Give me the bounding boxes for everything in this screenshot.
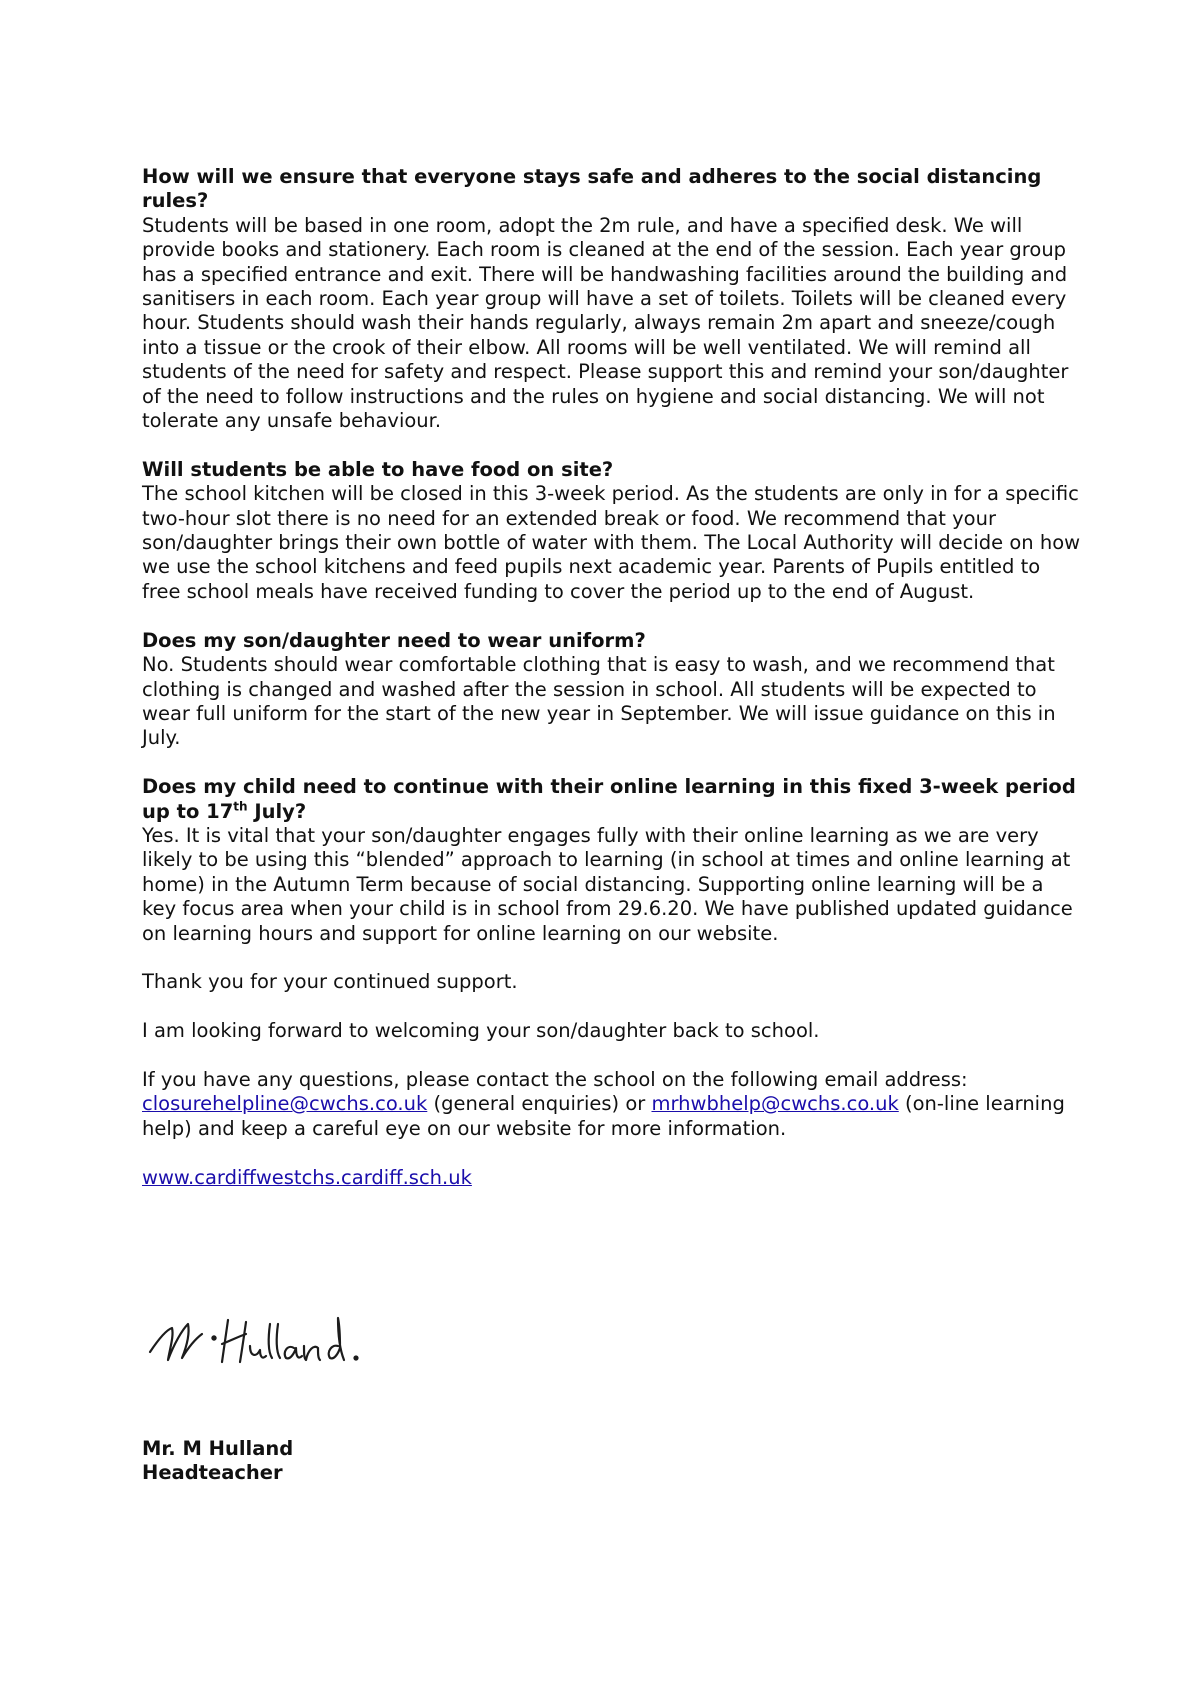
faq-answer: The school kitchen will be closed in this 3-week period. As the students are only in for a specific two-hour slot there is no need for an extended break or food. We recommend that your son/daughter brings their own bottle of water with them. The Local Authority will decide on how we use the school kitchens and feed pupils next academic year. Parents of Pupils entitled to free school meals have received funding to cover the period up to the end of August. bbox=[142, 482, 1081, 603]
general-enquiries-email-link[interactable]: closurehelpline@cwchs.co.uk bbox=[142, 1092, 428, 1116]
website-paragraph bbox=[142, 1166, 1082, 1190]
faq-question-superscript: th bbox=[233, 799, 248, 814]
signatory-name: Mr. M Hulland bbox=[142, 1437, 294, 1460]
signature-icon bbox=[142, 1300, 382, 1390]
faq-item-online-learning bbox=[142, 775, 1082, 946]
thanks-paragraph: Thank you for your continued support. bbox=[142, 970, 518, 994]
contact-intro: If you have any questions, please contact the school on the following email address: bbox=[142, 1067, 968, 1091]
signoff-block bbox=[142, 1437, 293, 1486]
contact-mid: (general enquiries) or bbox=[427, 1092, 652, 1116]
faq-question-text-end: July? bbox=[247, 799, 307, 823]
signatory-role: Headteacher bbox=[142, 1461, 283, 1485]
online-learning-help-email-link[interactable]: mrhwbhelp@cwchs.co.uk bbox=[651, 1092, 899, 1116]
faq-item-safety bbox=[142, 165, 1082, 433]
faq-answer: No. Students should wear comfortable clothing that is easy to wash, and we recommend that clothing is changed and washed after the session in school. All students will be expected to wear full uniform for the start of the new year in September. We will issue guidance on this in July. bbox=[142, 653, 1056, 750]
faq-item-food bbox=[142, 458, 1082, 604]
faq-question: How will we ensure that everyone stays safe and adheres to the social distancing rules? bbox=[142, 165, 1042, 213]
faq-question: Will students be able to have food on site? bbox=[142, 457, 614, 481]
faq-question-text: Does my child need to continue with their online learning in this fixed 3-week period up to 17 bbox=[142, 775, 1076, 823]
faq-question: Does my son/daughter need to wear uniform? bbox=[142, 628, 646, 652]
contact-paragraph bbox=[142, 1068, 1082, 1141]
school-website-link[interactable]: www.cardiffwestchs.cardiff.sch.uk bbox=[142, 1165, 472, 1189]
handwritten-signature bbox=[142, 1300, 382, 1390]
faq-answer: Students will be based in one room, adopt the 2m rule, and have a specified desk. We will provide books and stationery. Each room is cleaned at the end of the session. Each year group has a specified entrance and exit. There will be handwashing facilities around the building and sanitisers in each room. Each year group will have a set of toilets. Toilets will be cleaned every hour. Students should wash their hands regularly, always remain 2m apart and sneeze/cough into a tissue or the crook of their elbow. All rooms will be well ventilated. We will remind all students of the need for safety and respect. Please support this and remind your son/daughter of the need to follow instructions and the rules on hygiene and social distancing. We will not tolerate any unsafe behaviour. bbox=[142, 213, 1069, 433]
letter-body bbox=[142, 165, 1082, 1214]
welcome-paragraph: I am looking forward to welcoming your son/daughter back to school. bbox=[142, 1019, 820, 1043]
faq-answer: Yes. It is vital that your son/daughter engages fully with their online learning as we are very likely to be using this “blended” approach to learning (in school at times and online learning at home) in the Autumn Term because of social distancing. Supporting online learning will be a key focus area when your child is in school from 29.6.20. We have published updated guidance on learning hours and support for online learning on our website. bbox=[142, 823, 1073, 945]
faq-question bbox=[142, 775, 1082, 824]
faq-item-uniform bbox=[142, 629, 1082, 751]
contact-outro: (on-line learning help) and keep a careful eye on our website for more information. bbox=[142, 1092, 1065, 1140]
